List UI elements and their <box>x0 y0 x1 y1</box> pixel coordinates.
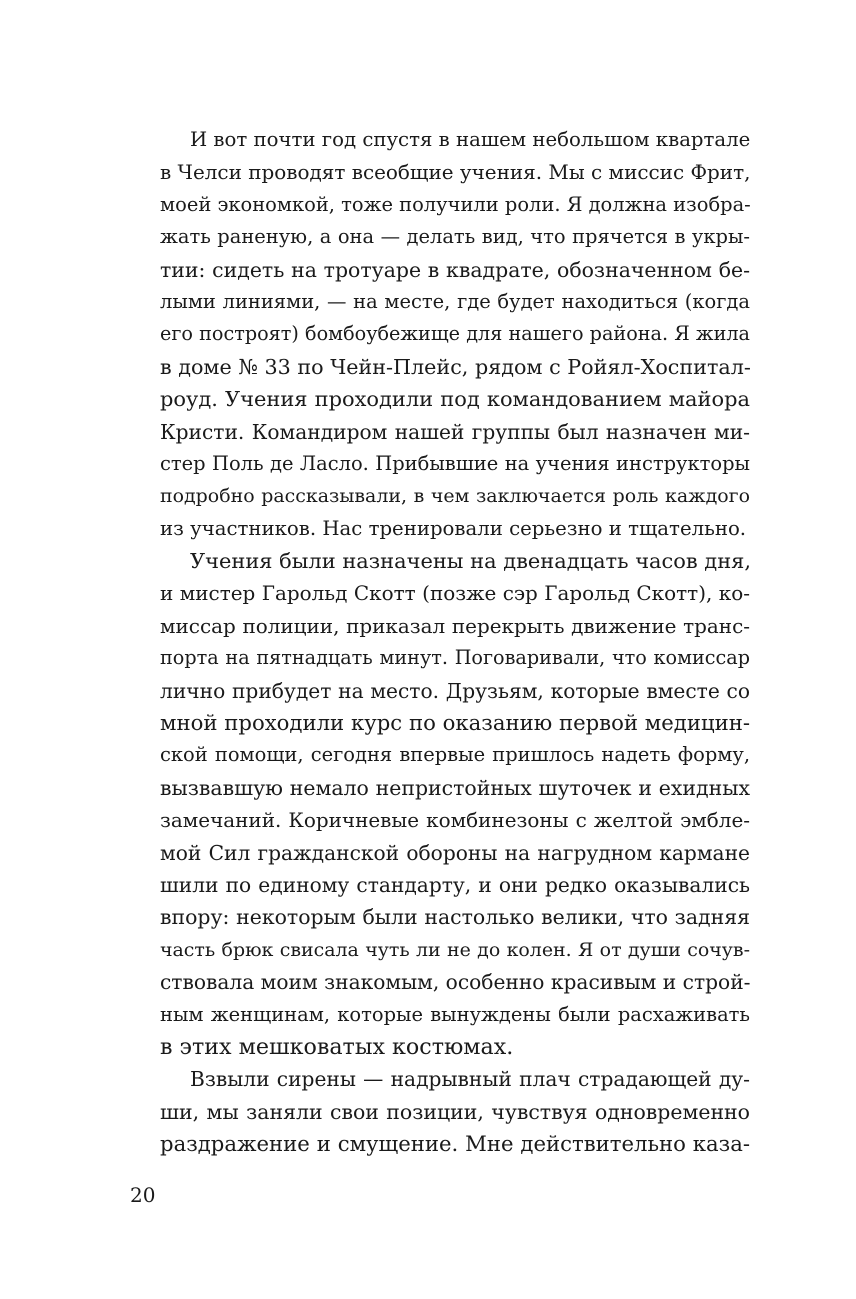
text-line: стер Поль де Ласло. Прибывшие на учения инструкторы <box>160 451 750 475</box>
text-line: подробно рассказывали, в чем заключается роль каждого <box>160 485 750 508</box>
text-line: И вот почти год спустя в нашем небольшом квартале <box>190 128 751 151</box>
text-line: замечаний. Коричневые комбинезоны с желтой эмбле- <box>160 808 750 833</box>
text-line: моей экономкой, тоже получили роли. Я должна изобра- <box>160 192 751 216</box>
text-line: роуд. Учения проходили под командованием майора <box>160 387 750 412</box>
text-line: в доме № 33 по Чейн-Плейс, рядом с Ройял-Хоспитал- <box>160 354 751 379</box>
text-line: шили по единому стандарту, и они редко оказывались <box>160 872 750 897</box>
page-number: 20 <box>130 1183 156 1207</box>
body-text <box>130 124 750 1161</box>
text-line: впору: некоторым были настолько велики, что задняя <box>160 905 750 930</box>
text-line: раздражение и смущение. Мне действительно каза- <box>160 1131 750 1157</box>
text-line: тии: сидеть на тротуаре в квадрате, обозначенном бе- <box>160 257 750 282</box>
text-line: и мистер Гарольд Скотт (позже сэр Гарольд Скотт), ко- <box>160 581 750 606</box>
text-line: в этих мешковатых костюмах. <box>160 1033 514 1060</box>
text-line: ствовала моим знакомым, особенно красивым и строй- <box>160 970 751 995</box>
paragraph-3 <box>130 1063 750 1160</box>
text-line: в Челси проводят всеобщие учения. Мы с миссис Фрит, <box>160 160 751 185</box>
text-line: ным женщинам, которые вынуждены были расхаживать <box>160 1002 750 1026</box>
text-line: Учения были назначены на двенадцать часов дня, <box>190 549 752 574</box>
paragraph-2 <box>130 545 750 1063</box>
text-line: часть брюк свисала чуть ли не до колен. Я от души сочув- <box>160 938 750 961</box>
text-line: лично прибудет на место. Друзьям, которые вместе со <box>160 678 750 703</box>
text-line: его построят) бомбоубежище для нашего района. Я жила <box>160 322 750 346</box>
text-line: мной проходили курс по оказанию первой медицин- <box>160 710 750 736</box>
text-line: ской помощи, сегодня впервые пришлось надеть форму, <box>160 743 750 767</box>
text-line: вызвавшую немало непристойных шуточек и ехидных <box>160 775 750 800</box>
text-line: Кристи. Командиром нашей группы был назначен ми- <box>160 419 750 444</box>
text-line: из участников. Нас тренировали серьезно и тщательно. <box>160 516 747 540</box>
paragraph-1 <box>130 124 750 545</box>
text-line: жать раненую, а она — делать вид, что прячется в укры- <box>160 225 750 249</box>
text-line: лыми линиями, — на месте, где будет находиться (когда <box>160 289 750 313</box>
text-line: мой Сил гражданской обороны на нагрудном кармане <box>160 840 750 865</box>
text-line: Взвыли сирены — надрывный плач страдающей ду- <box>190 1067 750 1092</box>
text-line: ши, мы заняли свои позиции, чувствуя одновременно <box>160 1099 750 1124</box>
text-line: миссар полиции, приказал перекрыть движение транс- <box>160 613 750 638</box>
text-line: порта на пятнадцать минут. Поговаривали, что комиссар <box>160 646 750 670</box>
